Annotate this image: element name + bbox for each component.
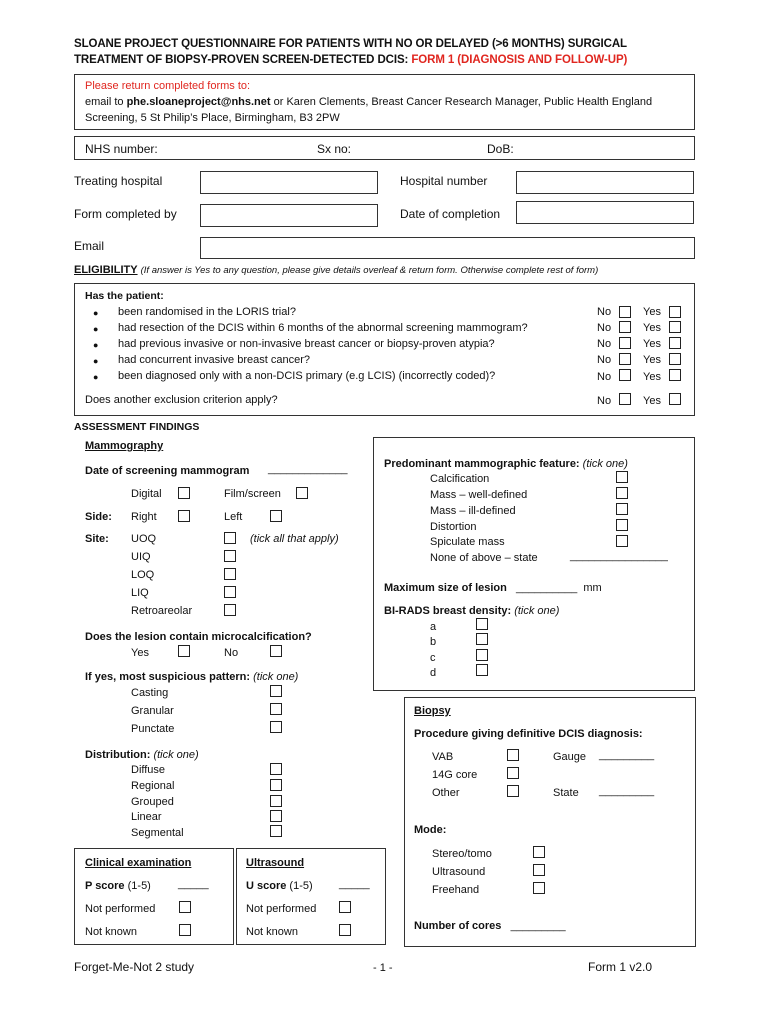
- procedure-14g-label: 14G core: [432, 769, 478, 781]
- q5-yes-checkbox[interactable]: [669, 369, 681, 381]
- feature-mass-well-defined-label: Mass – well-defined: [430, 489, 528, 501]
- density-a-checkbox[interactable]: [476, 618, 488, 630]
- microcalc-yes-label: Yes: [131, 647, 149, 659]
- site-label: Site:: [85, 533, 109, 545]
- no-label: No: [597, 338, 612, 350]
- dist-segmental-checkbox[interactable]: [270, 825, 282, 837]
- return-email-link[interactable]: phe.sloaneproject@nhs.net: [126, 96, 271, 108]
- biopsy-box: [404, 697, 696, 947]
- other-yes-checkbox[interactable]: [669, 393, 681, 405]
- no-label: No: [597, 395, 612, 407]
- side-label: Side:: [85, 511, 112, 523]
- eligibility-q4: had concurrent invasive breast cancer?: [118, 354, 310, 366]
- clinical-heading: Clinical examination: [85, 857, 192, 869]
- mode-ultrasound-label: Ultrasound: [432, 866, 486, 878]
- clinical-not-known-label: Not known: [85, 926, 137, 938]
- q1-yes-checkbox[interactable]: [669, 306, 681, 318]
- no-label: No: [597, 322, 612, 334]
- email-label: Email: [74, 239, 105, 253]
- feature-distortion-checkbox[interactable]: [616, 519, 628, 531]
- digital-checkbox[interactable]: [178, 487, 190, 499]
- mm-unit: mm: [583, 582, 602, 594]
- density-b-checkbox[interactable]: [476, 633, 488, 645]
- mode-stereo-checkbox[interactable]: [533, 846, 545, 858]
- dist-diffuse-label: Diffuse: [131, 764, 166, 776]
- pattern-punctate-checkbox[interactable]: [270, 721, 282, 733]
- microcalc-yes-checkbox[interactable]: [178, 645, 190, 657]
- density-c-label: c: [430, 652, 436, 664]
- eligibility-header: [74, 264, 598, 276]
- procedure-label: Procedure giving definitive DCIS diagnosis:: [414, 728, 643, 740]
- sx-no-label: Sx no:: [317, 142, 352, 156]
- p-score-label: [85, 880, 151, 892]
- birads-row: [384, 605, 559, 617]
- clinical-not-performed-label: Not performed: [85, 903, 156, 915]
- yes-label: Yes: [643, 306, 661, 318]
- assessment-heading: ASSESSMENT FINDINGS: [74, 421, 200, 433]
- mammographic-feature-box: [373, 437, 695, 691]
- feature-mass-ill-defined-label: Mass – ill-defined: [430, 505, 516, 517]
- screening-date-label: Date of screening mammogram: [85, 465, 250, 477]
- mode-freehand-label: Freehand: [432, 884, 480, 896]
- title-line-2: [74, 52, 714, 68]
- q4-no-checkbox[interactable]: [619, 353, 631, 365]
- pattern-casting-checkbox[interactable]: [270, 685, 282, 697]
- q5-no-checkbox[interactable]: [619, 369, 631, 381]
- feature-calcification-checkbox[interactable]: [616, 471, 628, 483]
- screening-date-blank[interactable]: _____________: [268, 463, 348, 475]
- left-label: Left: [224, 511, 243, 523]
- cores-row: [414, 920, 566, 932]
- email-field[interactable]: [200, 237, 695, 259]
- no-label: No: [597, 306, 612, 318]
- eligibility-heading: ELIGIBILITY: [74, 264, 138, 276]
- site-retroareolar-label: Retroareolar: [131, 605, 193, 617]
- microcalc-no-checkbox[interactable]: [270, 645, 282, 657]
- eligibility-q1: been randomised in the LORIS trial?: [118, 306, 296, 318]
- form-completed-by-label: Form completed by: [74, 207, 177, 221]
- bullet: ●: [93, 308, 99, 318]
- gauge-label: Gauge: [553, 751, 587, 763]
- max-size-blank[interactable]: __________: [516, 582, 578, 594]
- p-score-range: (1-5): [124, 880, 151, 892]
- dist-regional-checkbox[interactable]: [270, 779, 282, 791]
- pattern-question: [85, 671, 298, 683]
- dob-label: DoB:: [487, 142, 514, 156]
- film-screen-checkbox[interactable]: [296, 487, 308, 499]
- eligibility-other: Does another exclusion criterion apply?: [85, 394, 278, 406]
- bullet: ●: [93, 340, 99, 350]
- eligibility-q2: had resection of the DCIS within 6 months of the abnormal screening mammogram?: [118, 322, 528, 334]
- microcalc-question: Does the lesion contain microcalcification?: [85, 631, 312, 643]
- form-title: [74, 36, 714, 68]
- tick-all-note: (tick all that apply): [250, 533, 339, 545]
- procedure-14g-checkbox[interactable]: [507, 767, 519, 779]
- q1-no-checkbox[interactable]: [619, 306, 631, 318]
- mode-label: Mode:: [414, 824, 447, 836]
- pattern-punctate-label: Punctate: [131, 723, 175, 735]
- pattern-granular-label: Granular: [131, 705, 174, 717]
- site-loq-label: LOQ: [131, 569, 155, 581]
- return-line-2: Screening, 5 St Philip’s Place, Birmingham, B3 2PW: [85, 112, 340, 124]
- return-line-1-suffix: or Karen Clements, Breast Cancer Research Manager, Public Health England: [270, 96, 653, 108]
- state-blank[interactable]: _________: [599, 785, 655, 797]
- biopsy-heading: Biopsy: [414, 705, 451, 717]
- eligibility-q5: been diagnosed only with a non-DCIS primary (e.g LCIS) (incorrectly coded)?: [118, 370, 496, 382]
- birads-label: BI-RADS breast density:: [384, 605, 512, 617]
- procedure-other-label: Other: [432, 787, 460, 799]
- title-line-2-black: TREATMENT OF BIOPSY-PROVEN SCREEN-DETECTED DCIS:: [74, 54, 412, 66]
- eligibility-note: (If answer is Yes to any question, please give details overleaf & return form. Otherwise complete rest of form): [140, 265, 599, 276]
- gauge-blank[interactable]: _________: [599, 749, 655, 761]
- other-no-checkbox[interactable]: [619, 393, 631, 405]
- ultrasound-box: [236, 848, 386, 945]
- max-size-label: Maximum size of lesion: [384, 582, 507, 594]
- u-score-bold: U score: [246, 880, 287, 892]
- density-a-label: a: [430, 621, 437, 633]
- site-uiq-label: UIQ: [131, 551, 151, 563]
- dist-segmental-label: Segmental: [131, 827, 184, 839]
- feature-spiculate-checkbox[interactable]: [616, 535, 628, 547]
- p-score-bold: P score: [85, 880, 125, 892]
- us-not-performed-label: Not performed: [246, 903, 317, 915]
- eligibility-q3: had previous invasive or non-invasive breast cancer or biopsy-proven atypia?: [118, 338, 495, 350]
- treating-hospital-field[interactable]: [200, 171, 378, 194]
- cores-label: Number of cores: [414, 920, 502, 932]
- yes-label: Yes: [643, 395, 661, 407]
- u-score-label: [246, 880, 313, 892]
- dist-grouped-checkbox[interactable]: [270, 795, 282, 807]
- u-score-range: (1-5): [286, 880, 313, 892]
- us-not-known-label: Not known: [246, 926, 298, 938]
- return-heading: Please return completed forms to:: [85, 80, 251, 92]
- feature-calcification-label: Calcification: [430, 473, 490, 485]
- bullet: ●: [93, 372, 99, 382]
- ultrasound-heading: Ultrasound: [246, 857, 305, 869]
- patient-id-box[interactable]: [74, 136, 695, 160]
- footer-study-name: Forget-Me-Not 2 study: [74, 960, 195, 974]
- yes-label: Yes: [643, 338, 661, 350]
- treating-hospital-label: Treating hospital: [74, 174, 163, 188]
- q3-yes-checkbox[interactable]: [669, 337, 681, 349]
- cores-blank[interactable]: _________: [510, 920, 566, 932]
- site-retroareolar-checkbox[interactable]: [224, 604, 236, 616]
- no-label: No: [597, 371, 612, 383]
- us-not-known-checkbox[interactable]: [339, 924, 351, 936]
- procedure-vab-label: VAB: [432, 751, 454, 763]
- mammography-heading: Mammography: [85, 440, 164, 452]
- density-d-checkbox[interactable]: [476, 664, 488, 676]
- dist-diffuse-checkbox[interactable]: [270, 763, 282, 775]
- footer-form-version: Form 1 v2.0: [588, 960, 653, 974]
- pattern-casting-label: Casting: [131, 687, 169, 699]
- feature-distortion-label: Distortion: [430, 521, 477, 533]
- site-uoq-label: UOQ: [131, 533, 157, 545]
- date-of-completion-field[interactable]: [516, 201, 694, 224]
- distribution-label: Distribution:: [85, 749, 151, 761]
- email-prefix: email to: [85, 96, 127, 108]
- q4-yes-checkbox[interactable]: [669, 353, 681, 365]
- density-d-label: d: [430, 667, 437, 679]
- yes-label: Yes: [643, 322, 661, 334]
- birads-tick-one: (tick one): [514, 605, 560, 617]
- p-score-blank[interactable]: _____: [178, 878, 209, 890]
- procedure-other-checkbox[interactable]: [507, 785, 519, 797]
- us-not-performed-checkbox[interactable]: [339, 901, 351, 913]
- pattern-tick-one: (tick one): [253, 671, 299, 683]
- feature-none-state-blank[interactable]: ________________: [570, 550, 668, 562]
- feature-none-label: None of above – state: [430, 552, 538, 564]
- right-checkbox[interactable]: [178, 510, 190, 522]
- digital-label: Digital: [131, 488, 162, 500]
- q3-no-checkbox[interactable]: [619, 337, 631, 349]
- title-line-2-red: FORM 1 (DIAGNOSIS AND FOLLOW-UP): [411, 54, 628, 66]
- density-b-label: b: [430, 636, 437, 648]
- state-label: State: [553, 787, 579, 799]
- distribution-question: [85, 749, 199, 761]
- return-line-1: [85, 94, 652, 110]
- mode-freehand-checkbox[interactable]: [533, 882, 545, 894]
- yes-label: Yes: [643, 354, 661, 366]
- density-c-checkbox[interactable]: [476, 649, 488, 661]
- feature-mass-ill-defined-checkbox[interactable]: [616, 503, 628, 515]
- pattern-granular-checkbox[interactable]: [270, 703, 282, 715]
- yes-label: Yes: [643, 371, 661, 383]
- q2-yes-checkbox[interactable]: [669, 321, 681, 333]
- u-score-blank[interactable]: _____: [339, 878, 370, 890]
- clinical-exam-box: [74, 848, 234, 945]
- q2-no-checkbox[interactable]: [619, 321, 631, 333]
- form-completed-by-field[interactable]: [200, 204, 378, 227]
- microcalc-no-label: No: [224, 647, 239, 659]
- footer-page-number: - 1 -: [373, 962, 393, 974]
- procedure-vab-checkbox[interactable]: [507, 749, 519, 761]
- feature-mass-well-defined-checkbox[interactable]: [616, 487, 628, 499]
- hospital-number-field[interactable]: [516, 171, 694, 194]
- mode-stereo-label: Stereo/tomo: [432, 848, 492, 860]
- date-of-completion-label: Date of completion: [400, 207, 501, 221]
- site-uiq-checkbox[interactable]: [224, 550, 236, 562]
- site-liq-checkbox[interactable]: [224, 586, 236, 598]
- eligibility-box: [74, 283, 695, 416]
- dist-linear-checkbox[interactable]: [270, 810, 282, 822]
- right-label: Right: [131, 511, 157, 523]
- dist-regional-label: Regional: [131, 780, 175, 792]
- dist-linear-label: Linear: [131, 811, 162, 823]
- return-address-box: [74, 74, 695, 130]
- bullet: ●: [93, 324, 99, 334]
- mode-ultrasound-checkbox[interactable]: [533, 864, 545, 876]
- site-loq-checkbox[interactable]: [224, 568, 236, 580]
- site-liq-label: LIQ: [131, 587, 149, 599]
- clinical-not-known-checkbox[interactable]: [179, 924, 191, 936]
- predominant-heading: [384, 458, 628, 470]
- predominant-label: Predominant mammographic feature:: [384, 458, 580, 470]
- no-label: No: [597, 354, 612, 366]
- max-size-row: [384, 582, 602, 594]
- has-patient-label: Has the patient:: [85, 290, 164, 302]
- distribution-tick-one: (tick one): [153, 749, 199, 761]
- hospital-number-label: Hospital number: [400, 174, 488, 188]
- title-line-1: SLOANE PROJECT QUESTIONNAIRE FOR PATIENTS WITH NO OR DELAYED (>6 MONTHS) SURGICAL: [74, 38, 627, 50]
- dist-grouped-label: Grouped: [131, 796, 174, 808]
- nhs-number-label: NHS number:: [85, 142, 158, 156]
- bullet: ●: [93, 356, 99, 366]
- film-screen-label: Film/screen: [224, 488, 281, 500]
- pattern-label: If yes, most suspicious pattern:: [85, 671, 251, 683]
- predominant-tick-one: (tick one): [582, 458, 628, 470]
- clinical-not-performed-checkbox[interactable]: [179, 901, 191, 913]
- site-uoq-checkbox[interactable]: [224, 532, 236, 544]
- feature-spiculate-label: Spiculate mass: [430, 536, 505, 548]
- left-checkbox[interactable]: [270, 510, 282, 522]
